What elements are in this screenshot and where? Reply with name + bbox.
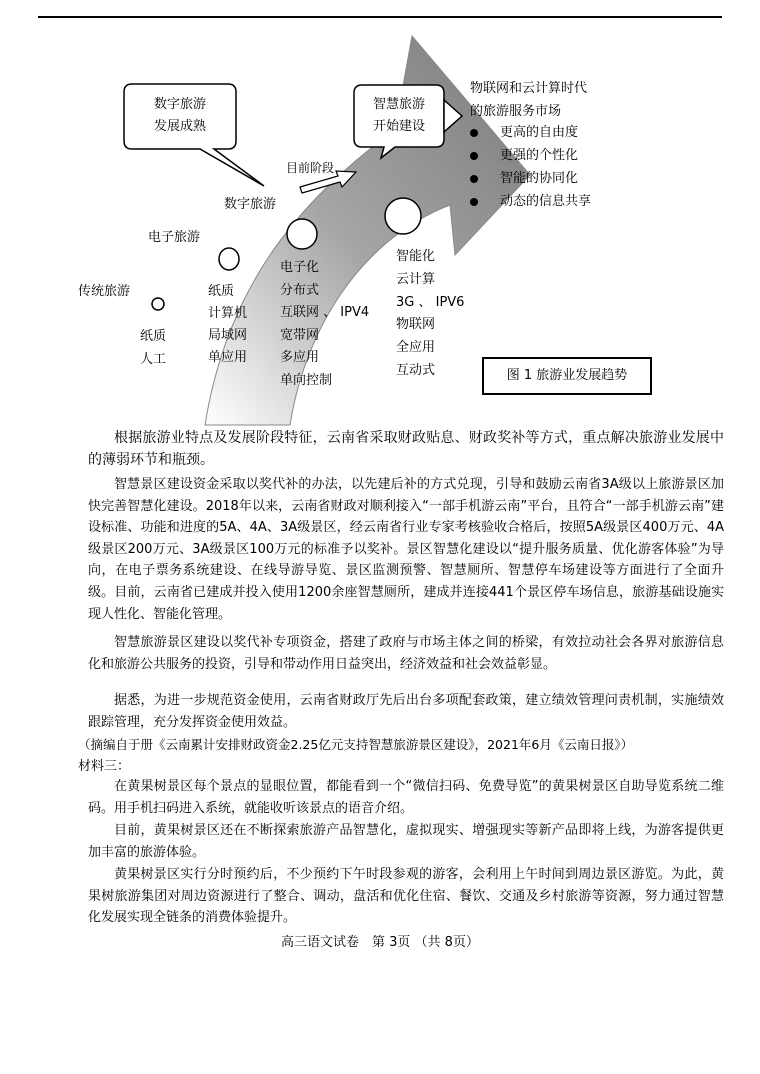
col-digital: 电子化 分布式 互联网 、 IPV4 宽带网 多应用 单向控制: [280, 260, 370, 388]
body-paragraph-2: 智慧旅游景区建设以奖代补专项资金，搭建了政府与市场主体之间的桥梁，有效拉动社会各界对旅游信息化和旅游公共服务的投资，引导和带动作用日益突出，经济效益和社会效益彰显。: [88, 635, 724, 672]
stage-label-electronic: 电子旅游: [148, 230, 201, 245]
stage-label-digital: 数字旅游: [224, 197, 277, 212]
page-footer: 高三语文试卷 第 3页 （共 8页）: [281, 935, 479, 950]
col-electronic: 纸质 计算机 局域网 单应用: [208, 284, 248, 365]
bullet-icon: [470, 129, 478, 137]
stage-circle-smart: [385, 198, 421, 234]
tourism-trend-figure: 数字旅游 发展成熟 智慧旅游 开始建设 目前阶段 物联网和云计算时代 的旅游服务市场 更高的自由度 更强的个性化 智能的协同化 动态的信息共享 数字旅游 电子旅游 传统旅游 纸质 人工 纸质 计算机 局域网 单应用 电子化 分布式 互联网 、 IPV4 宽带网 多应用 单向控制 智能化 云计算 3G 、 IPV6 物联网 全应用 互动式 图 1 旅游业发展趋势: [0, 0, 760, 430]
body-paragraph-3: 据悉，为进一步规范资金使用，云南省财政厅先后出台多项配套政策，建立绩效管理问责机制，实施绩效跟踪管理，充分发挥资金使用效益。: [88, 693, 724, 730]
stage-circle-electronic: [219, 248, 239, 270]
bubble-digital-line2: 发展成熟: [153, 119, 206, 134]
stage-circle-traditional: [152, 298, 164, 310]
body-paragraph-6: 黄果树景区实行分时预约后，不少预约下午时段参观的游客，会利用上午时间到周边景区游览。为此，黄果树旅游集团对周边资源进行了整合、调动，盘活和优化住宿、餐饮、交通及乡村旅游等资源，努力通过智慧化发展实现全链条的消费体验提升。: [88, 867, 724, 926]
stage-label-traditional: 传统旅游: [78, 284, 131, 299]
figure-caption: 图 1 旅游业发展趋势: [482, 357, 652, 395]
future-title-line1: 物联网和云计算时代: [470, 81, 588, 96]
source-citation: （摘编自于册《云南累计安排财政资金2.25亿元支持智慧旅游景区建设》，2021年6月《云南日报》）: [78, 737, 634, 752]
bubble-smart-line1: 智慧旅游: [372, 97, 425, 112]
current-stage-label: 目前阶段: [286, 161, 335, 175]
col-traditional: 纸质 人工: [140, 329, 167, 367]
body-paragraph-5: 目前，黄果树景区还在不断探索旅游产品智慧化，虚拟现实、增强现实等新产品即将上线，为游客提供更加丰富的旅游体验。: [88, 823, 724, 860]
bubble-smart-line2: 开始建设: [372, 119, 425, 134]
lead-paragraph: 根据旅游业特点及发展阶段特征，云南省采取财政贴息、财政奖补等方式，重点解决旅游业发展中的薄弱环节和瓶颈。: [88, 430, 724, 468]
body-paragraph-4: 在黄果树景区每个景点的显眼位置，都能看到一个“微信扫码、免费导览”的黄果树景区自助导览系统二维码。用手机扫码进入系统，就能收听该景点的语音介绍。: [88, 779, 724, 816]
material-three-heading: 材料三：: [78, 759, 131, 774]
bubble-digital-line1: 数字旅游: [153, 97, 206, 112]
bullet-icon: [470, 175, 478, 183]
future-title-line2: 的旅游服务市场: [470, 104, 562, 119]
bullet-icon: [470, 198, 478, 206]
col-smart: 智能化 云计算 3G 、 IPV6 物联网 全应用 互动式: [396, 249, 465, 378]
bullet-icon: [470, 152, 478, 160]
stage-circle-digital: [287, 219, 317, 249]
body-paragraph-1: 智慧景区建设资金采取以奖代补的办法，以先建后补的方式兑现，引导和鼓励云南省3A级以上旅游景区加快完善智慧化建设。2018年以来，云南省财政对顺利接入“一部手机游云南”平台，且符合“一部手机游云南”建设标准、功能和进度的5A、4A、3A级景区，经云南省行业专家考核验收合格后，按照5A级景区400万元、4A级景区200万元、3A级景区100万元的标准予以奖补。景区智慧化建设以“提升服务质量、优化游客体验”为导向，在电子票务系统建设、在线导游导览、景区监测预警、智慧厕所、智慧停车场建设等方面进行了全面升级。目前，云南省已建成并投入使用1200余座智慧厕所，建成并连接441个景区停车场信息，旅游基础设施实现人性化、智能化管理。: [88, 477, 724, 622]
